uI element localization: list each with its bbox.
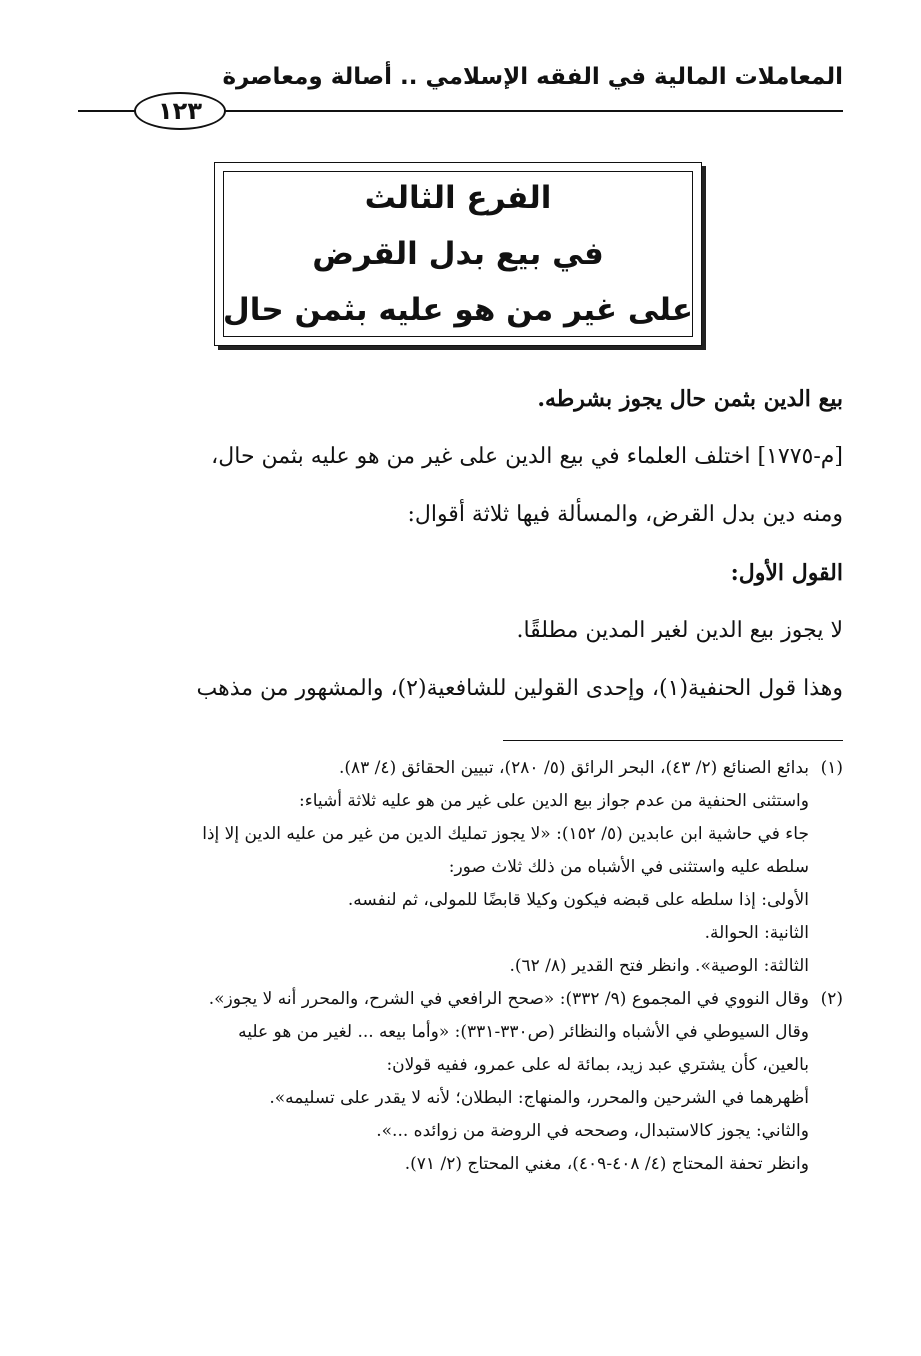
paragraph-1-line-1: [م-١٧٧٥] اختلف العلماء في بيع الدين على غير من هو عليه بثمن حال، [211, 444, 843, 469]
footnote-2-line: بالعين، كأن يشتري عبد زيد، بمائة له على عمرو، ففيه قولان: [386, 1055, 809, 1075]
footnote-1-line: سلطه عليه واستثنى في الأشباه من ذلك ثلاث صور: [448, 857, 809, 877]
paragraph-1-line-2: ومنه دين بدل القرض، والمسألة فيها ثلاثة أقوال: [407, 502, 843, 527]
footnote-1 [78, 752, 843, 983]
ruling-summary: بيع الدين بثمن حال يجوز بشرطه. [537, 386, 843, 412]
paragraph-2: وهذا قول الحنفية(١)، وإحدى القولين للشافعية(٢)، والمشهور من مذهب [196, 676, 843, 701]
first-opinion-text: لا يجوز بيع الدين لغير المدين مطلقًا. [516, 618, 843, 643]
running-header-title: المعاملات المالية في الفقه الإسلامي .. أصالة ومعاصرة [222, 64, 843, 90]
main-text [78, 370, 843, 718]
footnote-1-line: الثانية: الحوالة. [704, 923, 809, 943]
footnotes [78, 752, 843, 1181]
footnote-2-line: أظهرهما في الشرحين والمحرر، والمنهاج: البطلان؛ لأنه لا يقدر على تسليمه». [269, 1088, 809, 1108]
footnote-2-number: (٢) [820, 989, 843, 1009]
section-title-line-1: الفرع الثالث [364, 180, 552, 216]
footnote-1-number: (١) [820, 758, 843, 778]
footnote-1-line: جاء في حاشية ابن عابدين (٥/ ١٥٢): «لا يجوز تمليك الدين من غير من عليه الدين إلا إذا [202, 824, 809, 844]
footnote-1-line: واستثنى الحنفية من عدم جواز بيع الدين على غير من هو عليه ثلاثة أشياء: [299, 791, 809, 811]
section-title-inner-frame [223, 171, 693, 337]
footnote-2-line: وقال السيوطي في الأشباه والنظائر (ص٣٣٠-٣٣١): «وأما بيعه ... لغير من هو عليه [238, 1022, 809, 1042]
section-title-frame [214, 162, 702, 346]
footnote-1-line: بدائع الصنائع (٢/ ٤٣)، البحر الرائق (٥/ ٢٨٠)، تبيين الحقائق (٤/ ٨٣). [338, 758, 809, 778]
footnote-2-line: وانظر تحفة المحتاج (٤/ ٤٠٨-٤٠٩)، مغني المحتاج (٢/ ٧١). [404, 1154, 809, 1174]
footnote-1-line: الثالثة: الوصية». وانظر فتح القدير (٨/ ٦٢). [509, 956, 809, 976]
footnote-2-line: وقال النووي في المجموع (٩/ ٣٣٢): «صحح الرافعي في الشرح، والمحرر أنه لا يجوز». [208, 989, 809, 1009]
first-opinion-heading: القول الأول: [730, 560, 843, 586]
page-number: ١٢٣ [134, 92, 226, 130]
footnote-2 [78, 983, 843, 1181]
section-title-line-3: على غير من هو عليه بثمن حال [222, 292, 694, 328]
footnote-1-line: الأولى: إذا سلطه على قبضه فيكون وكيلا قابضًا للمولى، ثم لنفسه. [347, 890, 809, 910]
footnote-2-line: والثاني: يجوز كالاستبدال، وصححه في الروضة من زوائده ...». [376, 1121, 809, 1141]
footnote-separator [503, 740, 843, 741]
section-title-line-2: في بيع بدل القرض [312, 236, 604, 272]
